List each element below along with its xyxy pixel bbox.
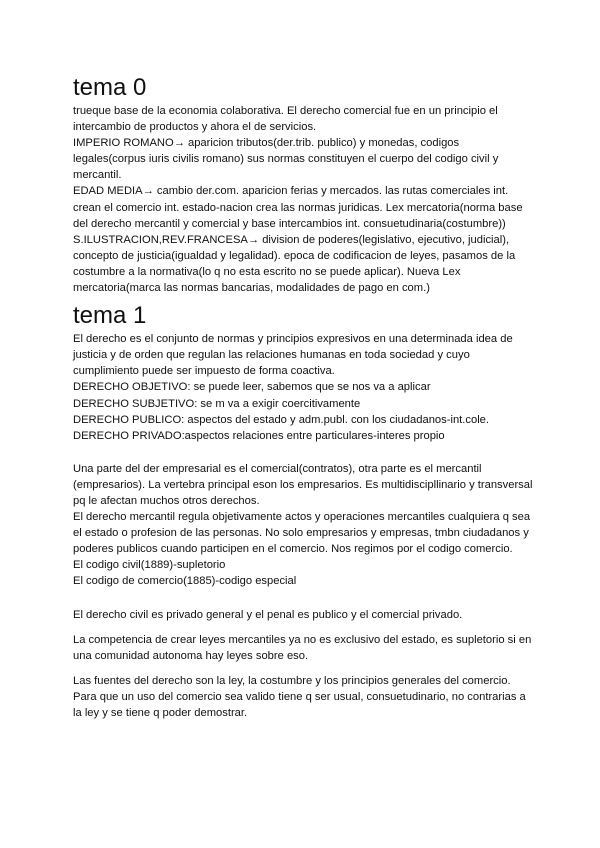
paragraph-civil-penal-comercial: El derecho civil es privado general y el penal es publico y el comercial privado.	[73, 608, 463, 621]
paragraph-codigo-comercio: El codigo de comercio(1885)-codigo especial	[73, 575, 297, 588]
paragraph-derecho-empresarial: Una parte del der empresarial es el comercial(contratos), otra parte es el mercantil (empresarios). La vertebra principal eson los empresarios. Es multidiscipllinario y transversal pq le afectan muchos otros derechos.	[73, 462, 533, 507]
paragraph-edad-media: EDAD MEDIA→ cambio der.com. aparicion ferias y mercados. las rutas comerciales int. crean el comercio int. estado-nacion crea las normas juridicas. Lex mercatoria(norma base del derecho mercantil y comercial y base intercambios int. consuetudinaria(costumbre))	[73, 185, 523, 230]
paragraph-fuentes: Las fuentes del derecho son la ley, la costumbre y los principios generales del comercio. Para que un uso del comercio sea valido tiene q ser usual, consuetudinario, no contrarias a la ley y se tiene q poder demostrar.	[73, 674, 526, 719]
paragraph-derecho-publico: DERECHO PUBLICO: aspectos del estado y adm.publ. con los ciudadanos-int.cole.	[73, 413, 490, 426]
paragraph-codigo-civil: El codigo civil(1889)-supletorio	[73, 559, 226, 572]
paragraph-ilustracion: S.ILUSTRACION,REV.FRANCESA→ division de poderes(legislativo, ejecutivo, judicial), concepto de justicia(igualdad y legalidad). epoca de codificacion de leyes, pasamos de la costumbre a la normativa(lo q no esta escrito no se puede aplicar). Nueva Lex mercatoria(marca las normas bancarias, modalidades de pago en com.)	[73, 233, 516, 295]
section-title-tema-1: tema 1	[73, 302, 147, 330]
paragraph-imperio-romano: IMPERIO ROMANO→ aparicion tributos(der.trib. publico) y monedas, codigos legales(corpus iuris civilis romano) sus normas constituyen el cuerpo del codigo civil y mercantil.	[73, 137, 499, 182]
section-title-tema-0: tema 0	[73, 74, 147, 101]
paragraph-derecho-objetivo: DERECHO OBJETIVO: se puede leer, sabemos que se nos va a aplicar	[73, 381, 431, 394]
paragraph-definicion-derecho: El derecho es el conjunto de normas y principios expresivos en una determinada idea de justicia y de orden que regulan las relaciones humanas en toda sociedad y cuyo cumplimiento puede ser impuesto de forma coactiva.	[73, 333, 513, 378]
paragraph-derecho-subjetivo: DERECHO SUBJETIVO: se m va a exigir coercitivamente	[73, 397, 361, 410]
paragraph-derecho-mercantil: El derecho mercantil regula objetivamente actos y operaciones mercantiles cualquiera q sea el estado o profesion de las personas. No solo empresarios y empresas, tmbn ciudadanos y poderes publicos cuando participen en el comercio. Nos regimos por el codigo comercio.	[73, 511, 531, 556]
document-page	[73, 74, 533, 721]
paragraph-trueque: trueque base de la economia colaborativa. El derecho comercial fue en un principio el intercambio de productos y ahora el de servicios.	[73, 105, 498, 134]
paragraph-derecho-privado: DERECHO PRIVADO:aspectos relaciones entre particulares-interes propio	[73, 429, 445, 442]
paragraph-competencia: La competencia de crear leyes mercantiles ya no es exclusivo del estado, es supletorio si en una comunidad autonoma hay leyes sobre eso.	[73, 633, 532, 662]
